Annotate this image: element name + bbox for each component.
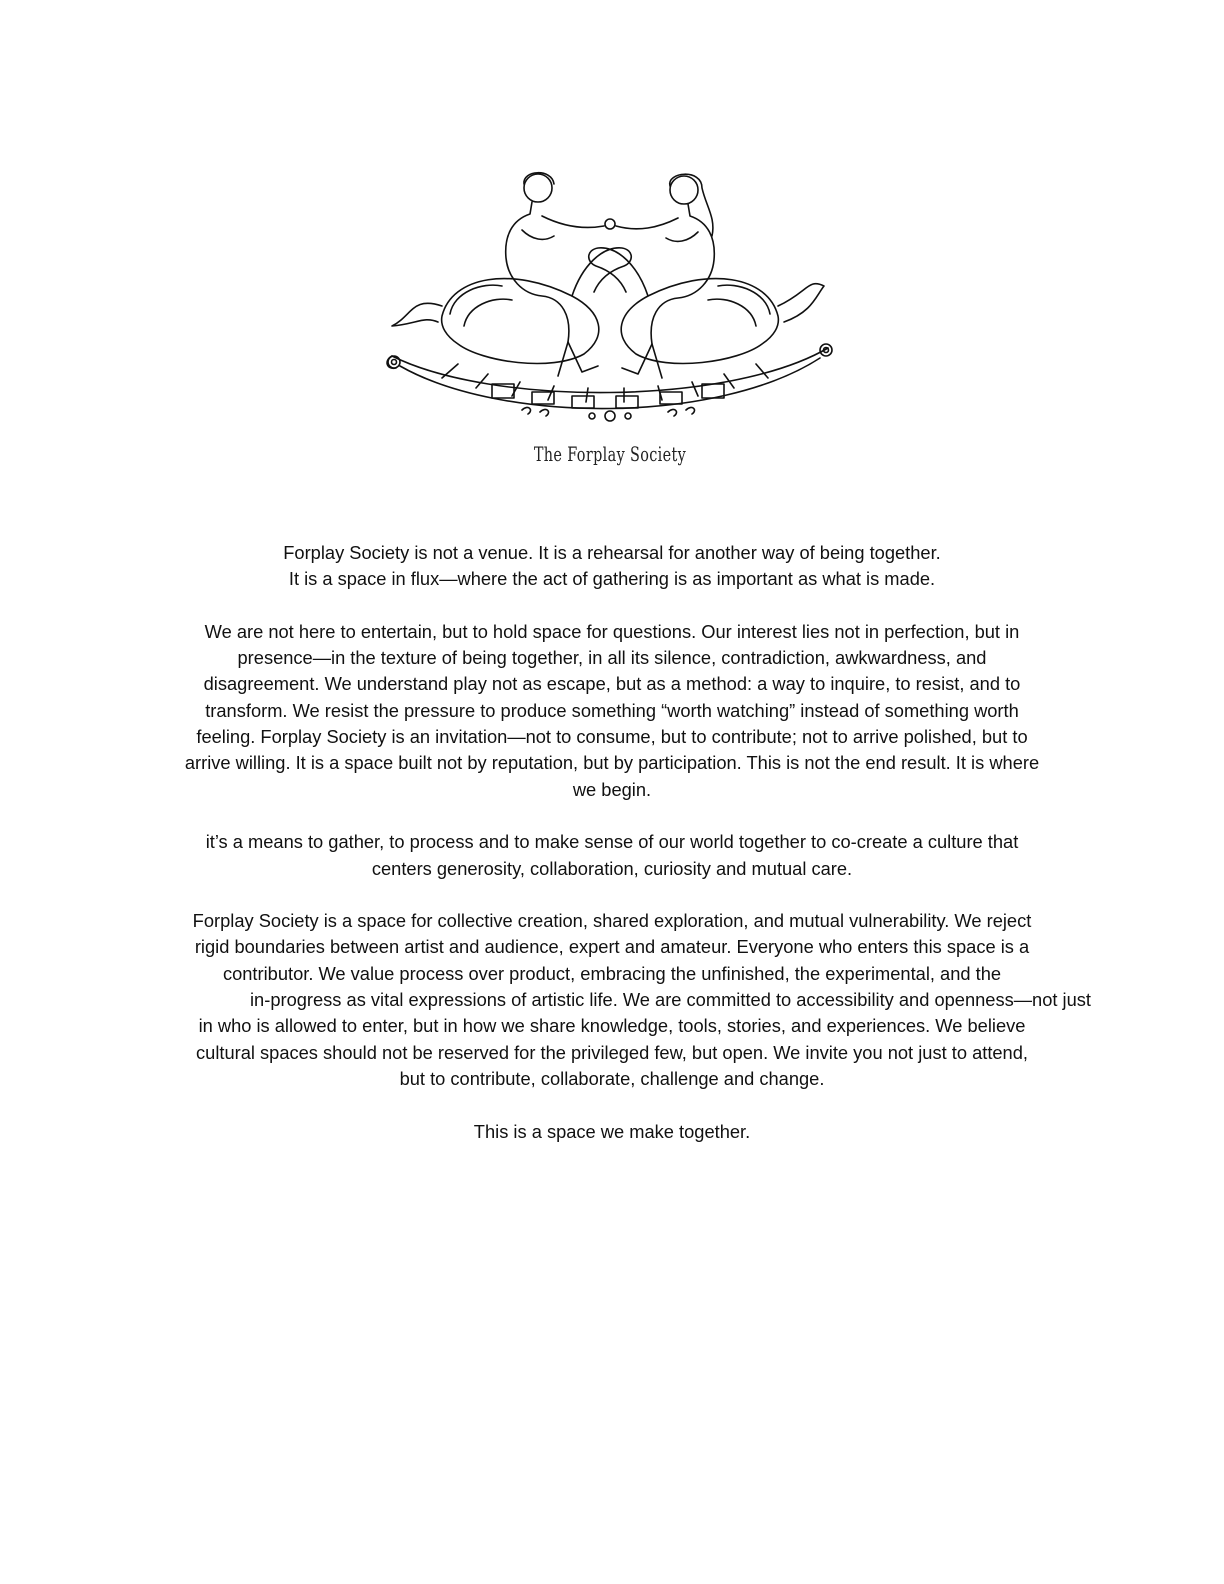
text-line: cultural spaces should not be reserved for the privileged few, but open. We invite you not just to attend,	[196, 1041, 1028, 1063]
text-line: disagreement. We understand play not as escape, but as a method: a way to inquire, to resist, and to	[203, 673, 1021, 695]
text-line: in who is allowed to enter, but in how we share knowledge, tools, stories, and experiences. We believe	[198, 1015, 1026, 1037]
text-line: in-progress as vital expressions of artistic life. We are committed to accessibility and openness—not just	[250, 989, 1091, 1011]
paragraph	[130, 619, 1094, 803]
text-line: It is a space in flux—where the act of gathering is as important as what is made.	[288, 568, 936, 590]
text-line: presence—in the texture of being together, in all its silence, contradiction, awkwardness, and	[237, 647, 987, 669]
rocking-horse-illustration-icon	[372, 166, 848, 430]
text-line: arrive willing. It is a space built not by reputation, but by participation. This is not the end result. It is where	[184, 752, 1040, 774]
text-line: contributor. We value process over product, embracing the unfinished, the experimental, and the	[222, 962, 1002, 984]
text-line: This is a space we make together.	[473, 1120, 751, 1142]
paragraph	[130, 829, 1094, 882]
wordmark: The Forplay Society	[533, 442, 687, 466]
paragraph	[130, 908, 1094, 1092]
text-line: centers generosity, collaboration, curiosity and mutual care.	[371, 857, 853, 879]
text-line: Forplay Society is a space for collective creation, shared exploration, and mutual vulnerability. We reject	[192, 910, 1032, 932]
text-line: Forplay Society is not a venue. It is a rehearsal for another way of being together.	[283, 542, 941, 563]
text-line: it’s a means to gather, to process and to make sense of our world together to co-create a culture that	[205, 831, 1019, 853]
closing-paragraph	[130, 1119, 1094, 1145]
text-line: we begin.	[572, 778, 652, 800]
text-line: rigid boundaries between artist and audience, expert and amateur. Everyone who enters this space is a	[194, 936, 1030, 958]
text-line: We are not here to entertain, but to hold space for questions. Our interest lies not in perfection, but in	[204, 620, 1020, 642]
paragraph	[130, 540, 1094, 593]
text-line: feeling. Forplay Society is an invitation—not to consume, but to contribute; not to arrive polished, but to	[196, 726, 1028, 748]
text-line: transform. We resist the pressure to produce something “worth watching” instead of something worth	[205, 699, 1019, 721]
logo	[360, 160, 860, 480]
text-line: but to contribute, collaborate, challenge and change.	[399, 1067, 825, 1089]
manifesto-text	[130, 540, 1094, 1145]
